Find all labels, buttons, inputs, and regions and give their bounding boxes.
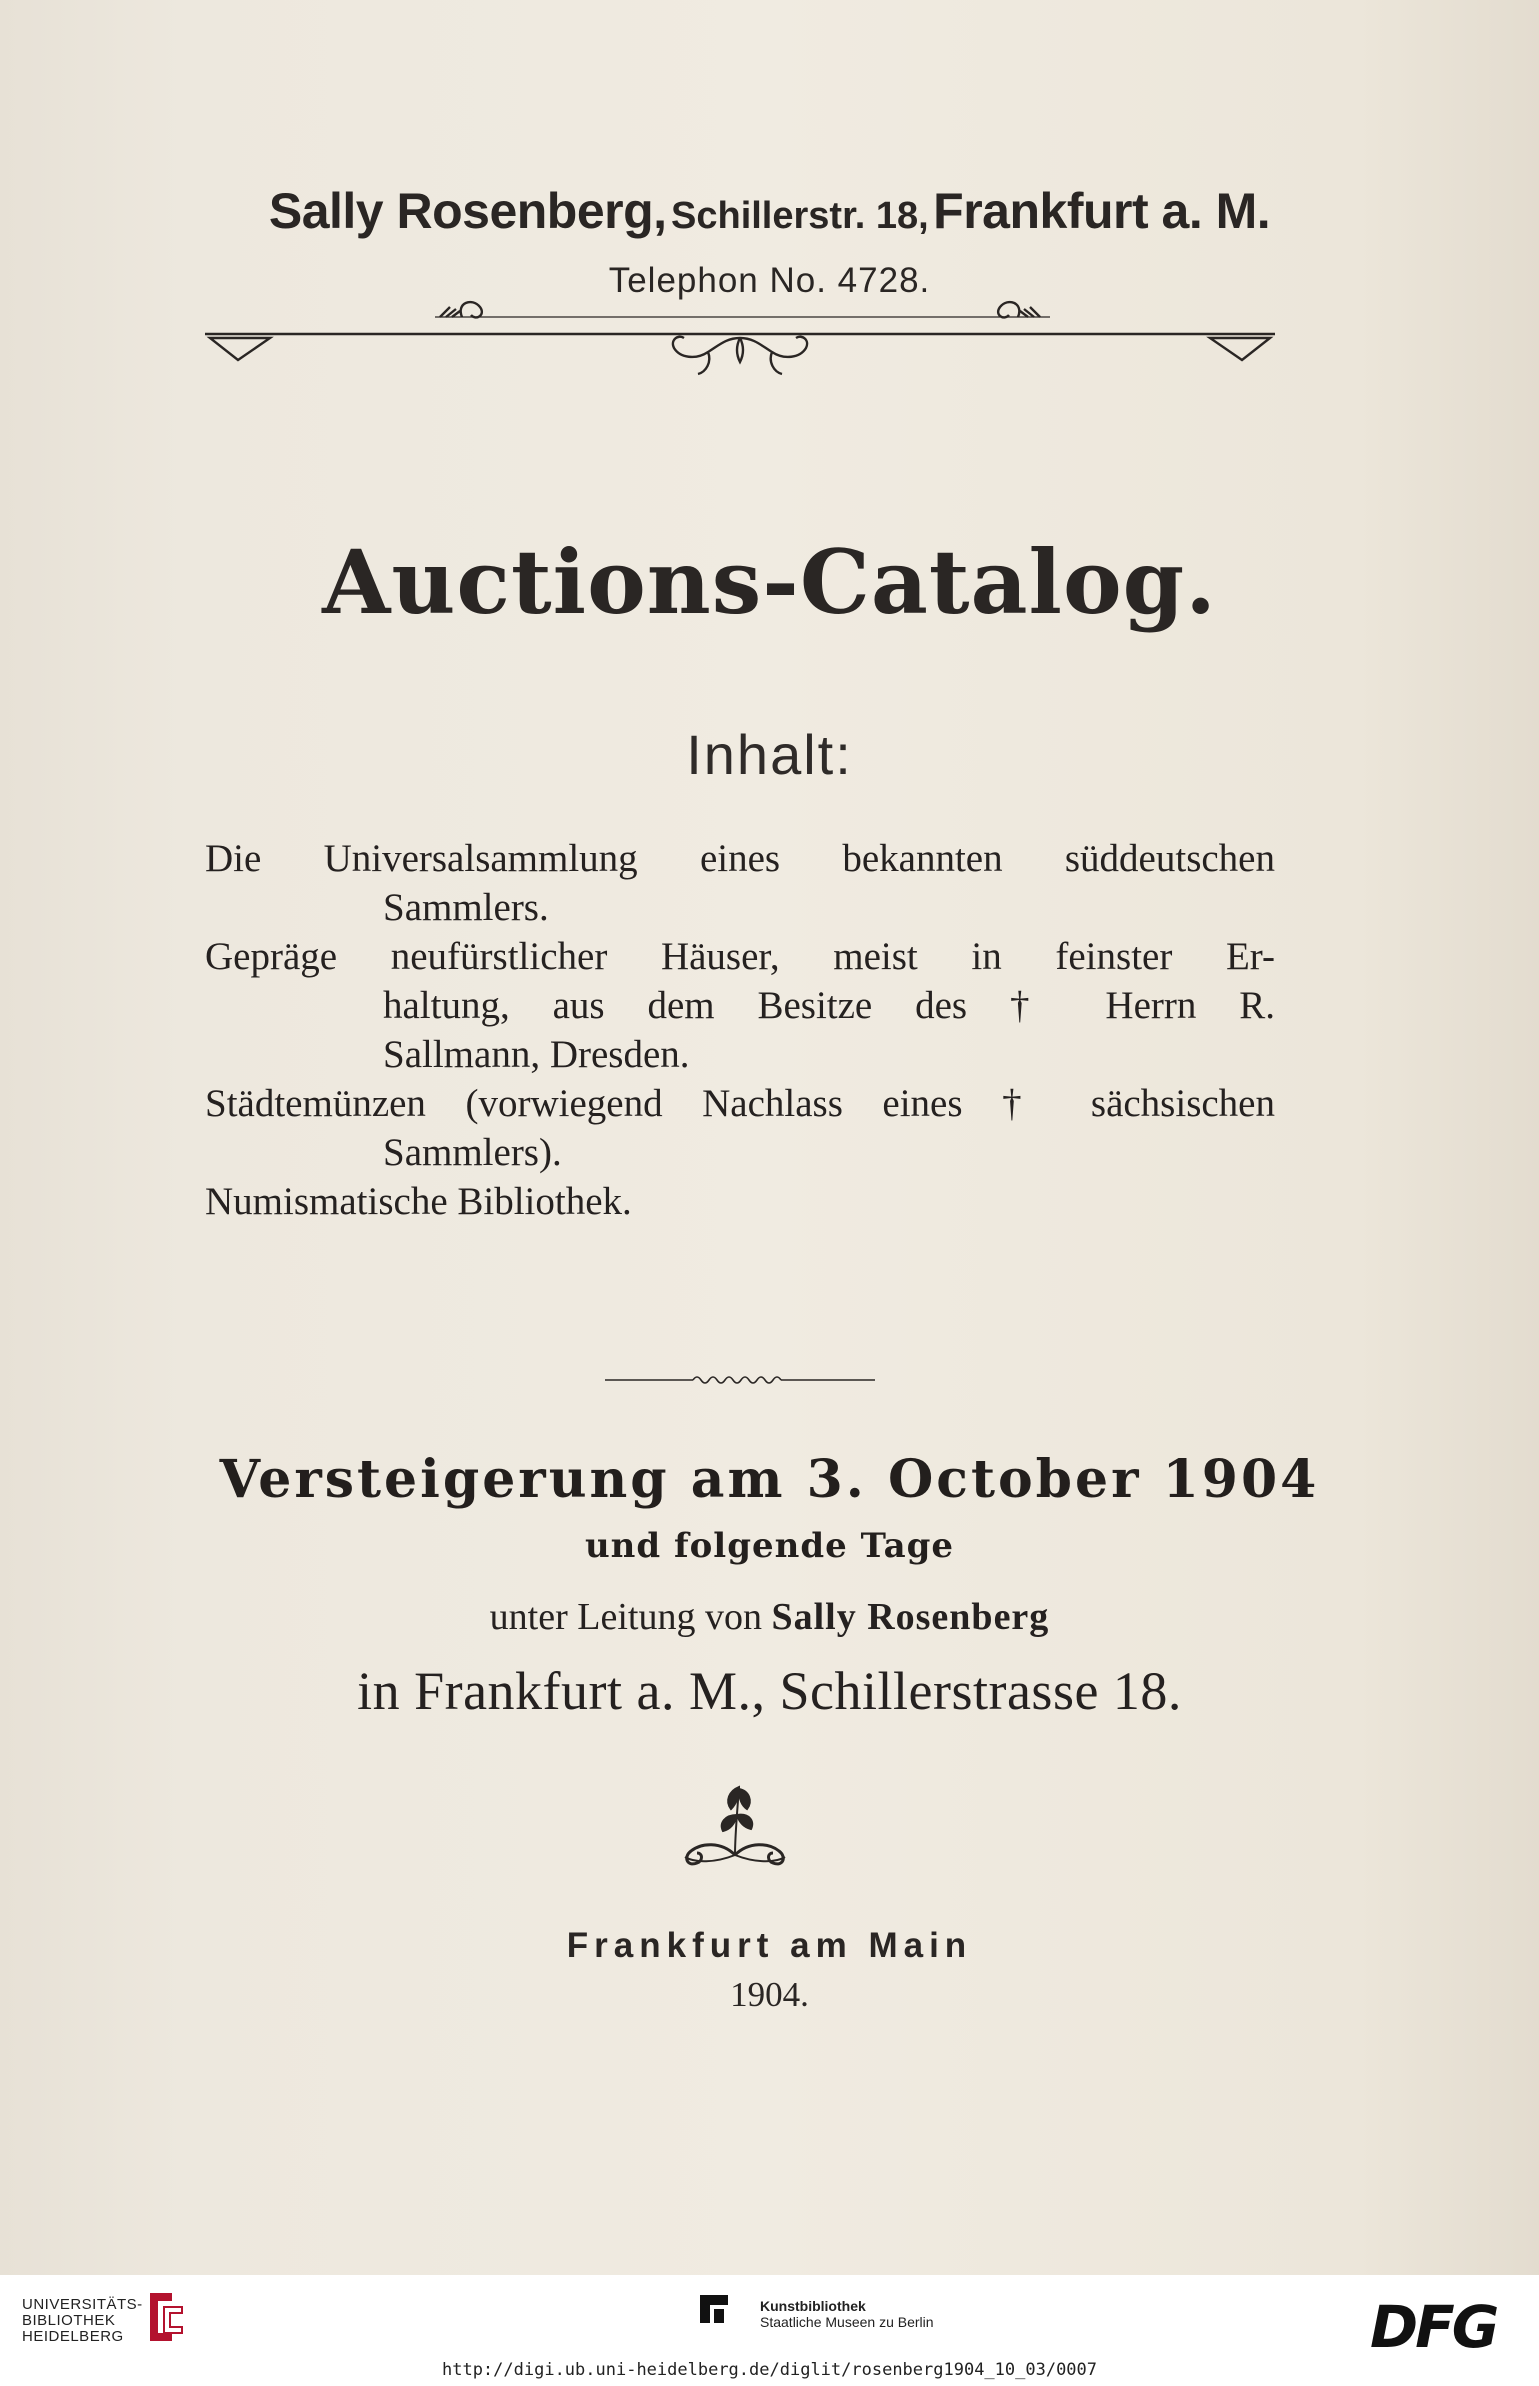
contents-item-3: Städtemünzen (vorwiegend Nachlass eines † sächsischen [205, 1082, 1275, 1125]
imprint-year: 1904. [730, 1975, 809, 2014]
university-line-2: BIBLIOTHEK [22, 2312, 116, 2329]
following-days: und folgende Tage [584, 1526, 955, 1566]
university-line-3: HEIDELBERG [22, 2328, 124, 2345]
direction-prefix: unter Leitung von [489, 1596, 762, 1638]
museum-name: Staatliche Museen zu Berlin [760, 2314, 934, 2330]
contents-item-2-cont-2: Sallmann, Dresden. [383, 1033, 690, 1076]
wavy-divider [605, 1370, 875, 1390]
auction-address: in Frankfurt a. M., Schillerstrasse 18. [357, 1661, 1182, 1721]
catalog-title: Auctions-Catalog. [322, 530, 1217, 634]
kunstbibliothek-name: Kunstbibliothek [760, 2298, 866, 2314]
dealer-name: Sally Rosenberg, [268, 183, 667, 239]
floral-vignette-icon [665, 1775, 805, 1875]
contents-item-3-cont: Sammlers). [383, 1131, 562, 1174]
header-ornament-rule [200, 282, 1280, 392]
university-library-label [22, 2297, 143, 2345]
university-logo-icon[interactable] [142, 2289, 188, 2345]
university-line-1: UNIVERSITÄTS- [22, 2296, 143, 2313]
imprint-city: Frankfurt am Main [566, 1926, 973, 1965]
kunstbibliothek-mark-icon [700, 2295, 750, 2331]
auction-date-line: Versteigerung am 3. October 1904 [219, 1449, 1320, 1510]
contents-item-4: Numismatische Bibliothek. [205, 1180, 632, 1223]
contents-item-1-cont: Sammlers. [383, 886, 549, 929]
director-name: Sally Rosenberg [771, 1596, 1050, 1638]
telephone-line: Telephon No. 4728. [608, 261, 931, 300]
dealer-city: Frankfurt a. M. [933, 183, 1271, 239]
dfg-logo[interactable]: DFG [1370, 2293, 1497, 2361]
direction-line [0, 1595, 1539, 1639]
dealer-street: Schillerstr. 18, [671, 195, 929, 237]
contents-heading: Inhalt: [686, 723, 853, 786]
contents-item-1: Die Universalsammlung eines bekannten süddeutschen [205, 837, 1275, 880]
permalink-url[interactable]: http://digi.ub.uni-heidelberg.de/diglit/rosenberg1904_10_03/0007 [441, 2360, 1098, 2380]
dealer-header [0, 182, 1539, 240]
digitization-footer [0, 2275, 1539, 2386]
contents-list [205, 834, 1275, 1226]
contents-item-2-cont: haltung, aus dem Besitze des † Herrn R. [383, 984, 1275, 1027]
contents-item-2: Gepräge neufürstlicher Häuser, meist in feinster Er- [205, 935, 1275, 978]
